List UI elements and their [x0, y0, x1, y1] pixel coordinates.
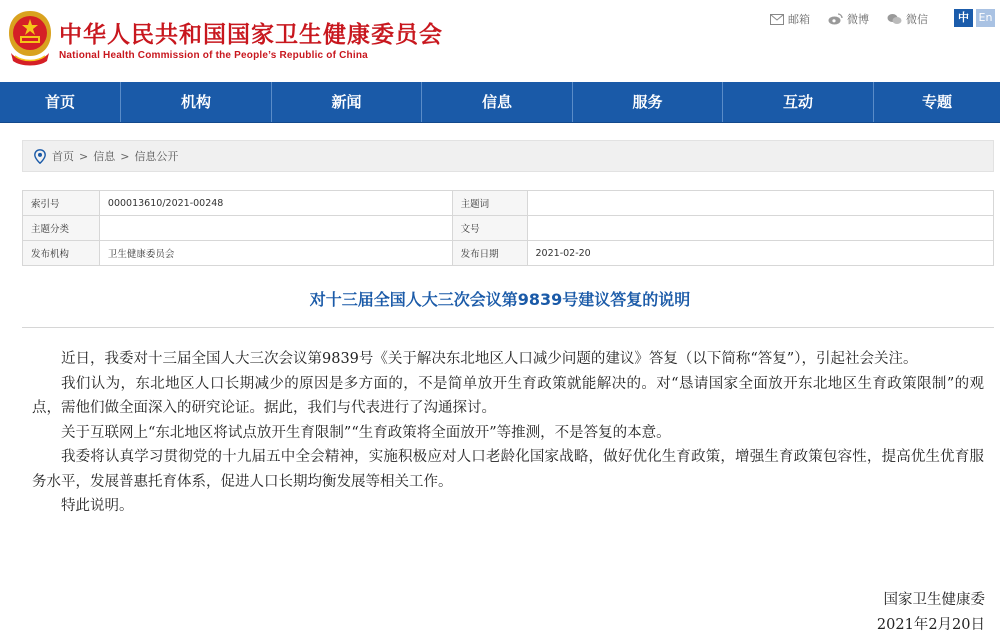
breadcrumb-disclosure[interactable]: 信息公开: [134, 150, 179, 163]
main-nav: [0, 82, 1000, 123]
breadcrumb-separator: >: [120, 149, 130, 163]
article-signature: 国家卫生健康委: [883, 592, 985, 608]
date-value: 2021-02-20: [527, 241, 993, 266]
article-title: 对十三届全国人大三次会议第9839号建议答复的说明: [309, 290, 691, 309]
wechat-icon: [887, 13, 902, 25]
title-divider: [22, 327, 994, 328]
table-row: [23, 191, 994, 216]
docno-label: 文号: [452, 216, 527, 241]
article-date: 2021年2月20日: [876, 616, 985, 633]
nav-item-info[interactable]: 信息: [422, 82, 573, 122]
wechat-link-label: 微信: [906, 13, 928, 26]
breadcrumb: [22, 140, 994, 172]
site-title: 中华人民共和国国家卫生健康委员会: [59, 22, 443, 48]
docno-value: [527, 216, 993, 241]
category-value: [99, 216, 452, 241]
breadcrumb-home[interactable]: 首页: [52, 150, 74, 163]
site-subtitle: National Health Commission of the People’s Republic of China: [59, 50, 368, 61]
nav-item-home[interactable]: 首页: [0, 82, 121, 122]
issuer-label: 发布机构: [23, 241, 100, 266]
article-body: [32, 347, 984, 519]
article-paragraph: 特此说明。: [61, 498, 134, 514]
nav-item-topics[interactable]: 专题: [921, 93, 952, 111]
wechat-link[interactable]: [887, 11, 928, 27]
weibo-icon: [828, 13, 843, 25]
lang-en-button[interactable]: En: [976, 9, 995, 27]
article-paragraph: 我们认为，东北地区人口长期减少的原因是多方面的，不是简单放开生育政策就能解决的。对“恳请国家全面放开东北地区生育政策限制”的观点，需他们做全面深入的研究论证。据此，我们与代表进行了沟通探讨。: [32, 375, 984, 416]
keywords-value: [527, 191, 993, 216]
article-paragraph: 近日，我委对十三届全国人大三次会议第9839号《关于解决东北地区人口减少问题的建议》答复（以下简称“答复”），引起社会关注。: [61, 351, 918, 367]
table-row: [23, 241, 994, 266]
index-value: 000013610/2021-00248: [99, 191, 452, 216]
table-row: [23, 216, 994, 241]
article-signature-block: [877, 588, 985, 637]
category-label: 主题分类: [23, 216, 100, 241]
site-header: [0, 0, 1000, 82]
index-label: 索引号: [23, 191, 100, 216]
nav-item-interaction[interactable]: 互动: [723, 82, 874, 122]
mail-link[interactable]: [770, 11, 810, 27]
article-paragraph: 我委将认真学习贯彻党的十九届五中全会精神，实施积极应对人口老龄化国家战略，做好优化生育政策，增强生育政策包容性，提高优生优育服务水平，发展普惠托育体系，促进人口长期均衡发展等相关工作。: [32, 449, 984, 490]
date-label: 发布日期: [452, 241, 527, 266]
document-meta-table: [22, 190, 994, 266]
weibo-link[interactable]: [828, 11, 869, 27]
national-emblem-icon[interactable]: [7, 9, 53, 67]
nav-item-services[interactable]: 服务: [573, 82, 723, 122]
breadcrumb-info[interactable]: 信息: [93, 150, 116, 163]
mail-icon: [770, 14, 784, 25]
article-paragraph: 关于互联网上“东北地区将试点放开生育限制”“生育政策将全面放开”等推测，不是答复的本意。: [61, 424, 671, 441]
top-links: [770, 11, 946, 27]
issuer-value: 卫生健康委员会: [99, 241, 452, 266]
lang-zh-button[interactable]: 中: [954, 9, 973, 27]
mail-link-label: 邮箱: [788, 13, 810, 26]
nav-item-organization[interactable]: 机构: [121, 82, 272, 122]
location-pin-icon: [34, 149, 46, 164]
nav-item-news[interactable]: 新闻: [272, 82, 422, 122]
keywords-label: 主题词: [452, 191, 527, 216]
weibo-link-label: 微博: [847, 13, 869, 26]
breadcrumb-separator: >: [79, 149, 89, 163]
